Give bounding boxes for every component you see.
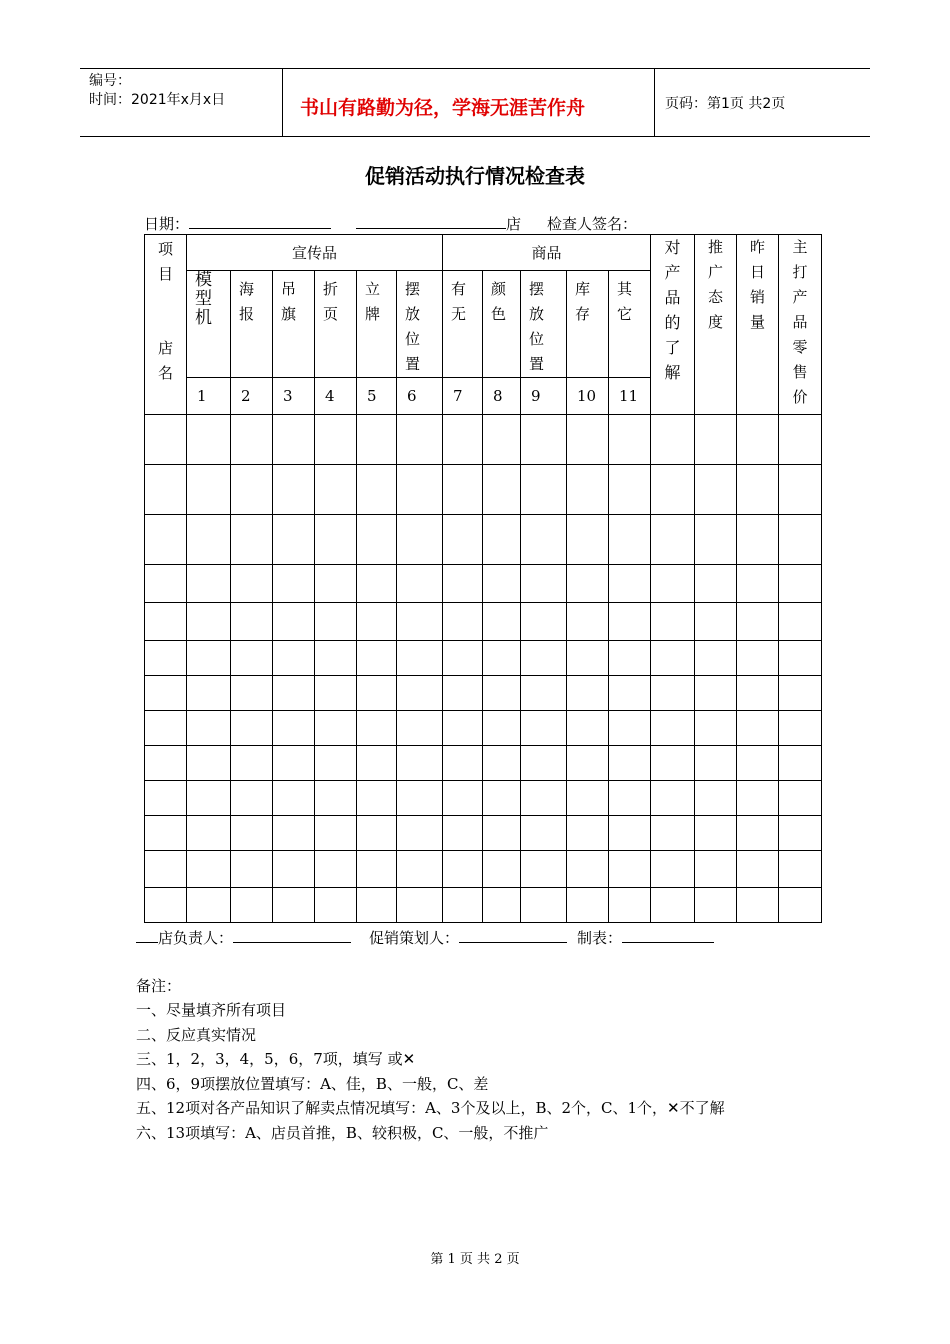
store-name-cell[interactable] <box>145 816 187 851</box>
check-cell[interactable] <box>521 746 567 781</box>
store-name-cell[interactable] <box>145 851 187 888</box>
check-cell[interactable] <box>779 888 822 923</box>
check-cell[interactable] <box>695 746 737 781</box>
header-bottom-rule <box>80 136 870 137</box>
store-label: 店 <box>506 215 522 233</box>
maker-field[interactable] <box>622 928 714 943</box>
check-cell[interactable] <box>695 816 737 851</box>
check-cell[interactable] <box>273 415 315 465</box>
check-cell[interactable] <box>651 603 695 641</box>
check-cell[interactable] <box>779 676 822 711</box>
check-cell[interactable] <box>779 603 822 641</box>
inspection-table <box>144 234 822 923</box>
check-cell[interactable] <box>567 781 609 816</box>
corner-bottom-label: 店名 <box>157 339 173 382</box>
check-cell[interactable] <box>567 851 609 888</box>
check-cell[interactable] <box>651 465 695 515</box>
header-flagship-price: 主打产品零售价 <box>779 235 822 415</box>
check-cell[interactable] <box>315 888 357 923</box>
check-cell[interactable] <box>231 565 273 603</box>
check-cell[interactable] <box>397 565 443 603</box>
check-cell[interactable] <box>483 603 521 641</box>
check-cell[interactable] <box>443 415 483 465</box>
check-cell[interactable] <box>231 851 273 888</box>
signature-line <box>136 927 714 948</box>
check-cell[interactable] <box>737 816 779 851</box>
store-name-cell[interactable] <box>145 711 187 746</box>
check-cell[interactable] <box>651 816 695 851</box>
check-cell[interactable] <box>651 888 695 923</box>
check-cell[interactable] <box>357 851 397 888</box>
note-item: 五、12项对各产品知识了解卖点情况填写：A、3个及以上，B、2个，C、1个，✕不了解 <box>136 1099 725 1117</box>
check-cell[interactable] <box>483 711 521 746</box>
col-header-stock: 库存 <box>567 271 609 378</box>
table-row <box>145 465 822 515</box>
check-cell[interactable] <box>231 676 273 711</box>
table-row <box>145 603 822 641</box>
form-info-line <box>144 213 637 234</box>
check-cell[interactable] <box>187 565 231 603</box>
check-cell[interactable] <box>483 676 521 711</box>
page-footer: 第 1 页 共 2 页 <box>430 1252 520 1267</box>
check-cell[interactable] <box>443 515 483 565</box>
store-name-cell[interactable] <box>145 888 187 923</box>
check-cell[interactable] <box>315 515 357 565</box>
check-cell[interactable] <box>357 711 397 746</box>
check-cell[interactable] <box>273 565 315 603</box>
check-cell[interactable] <box>483 816 521 851</box>
check-cell[interactable] <box>315 565 357 603</box>
store-name-cell[interactable] <box>145 676 187 711</box>
check-cell[interactable] <box>567 641 609 676</box>
store-name-cell[interactable] <box>145 641 187 676</box>
check-cell[interactable] <box>231 888 273 923</box>
check-cell[interactable] <box>651 565 695 603</box>
check-cell[interactable] <box>483 781 521 816</box>
check-cell[interactable] <box>651 415 695 465</box>
check-cell[interactable] <box>609 676 651 711</box>
header-divider-right <box>654 68 655 136</box>
check-cell[interactable] <box>779 565 822 603</box>
check-cell[interactable] <box>231 746 273 781</box>
col-number: 4 <box>315 378 357 415</box>
maker-label: 制表： <box>577 929 623 947</box>
check-cell[interactable] <box>651 641 695 676</box>
check-cell[interactable] <box>187 888 231 923</box>
corner-top-label: 项目 <box>157 240 173 283</box>
check-cell[interactable] <box>315 781 357 816</box>
date-field[interactable] <box>189 214 331 229</box>
store-name-cell[interactable] <box>145 415 187 465</box>
table-row <box>145 746 822 781</box>
header-product-knowledge: 对产品的了解 <box>651 235 695 415</box>
check-cell[interactable] <box>737 415 779 465</box>
check-cell[interactable] <box>231 641 273 676</box>
note-item: 四、6，9项摆放位置填写：A、佳，B、一般，C、差 <box>136 1074 489 1093</box>
check-cell[interactable] <box>695 603 737 641</box>
check-cell[interactable] <box>779 711 822 746</box>
check-cell[interactable] <box>567 816 609 851</box>
check-cell[interactable] <box>779 465 822 515</box>
check-cell[interactable] <box>737 515 779 565</box>
check-cell[interactable] <box>609 515 651 565</box>
check-cell[interactable] <box>521 603 567 641</box>
check-cell[interactable] <box>397 711 443 746</box>
check-cell[interactable] <box>443 676 483 711</box>
check-cell[interactable] <box>609 641 651 676</box>
check-cell[interactable] <box>397 746 443 781</box>
store-field[interactable] <box>356 214 506 229</box>
check-cell[interactable] <box>567 415 609 465</box>
col-number: 8 <box>483 378 521 415</box>
check-cell[interactable] <box>357 816 397 851</box>
check-cell[interactable] <box>397 676 443 711</box>
store-name-cell[interactable] <box>145 781 187 816</box>
check-cell[interactable] <box>397 603 443 641</box>
check-cell[interactable] <box>315 641 357 676</box>
table-row <box>145 711 822 746</box>
check-cell[interactable] <box>397 641 443 676</box>
store-manager-field[interactable] <box>233 928 351 943</box>
check-cell[interactable] <box>357 781 397 816</box>
notes-list <box>136 998 725 1145</box>
check-cell[interactable] <box>483 515 521 565</box>
col-header-placement-goods: 摆放位置 <box>521 271 567 378</box>
table-row <box>145 641 822 676</box>
check-cell[interactable] <box>651 781 695 816</box>
check-cell[interactable] <box>397 851 443 888</box>
check-cell[interactable] <box>273 781 315 816</box>
check-cell[interactable] <box>231 711 273 746</box>
check-cell[interactable] <box>567 676 609 711</box>
check-cell[interactable] <box>315 851 357 888</box>
note-item: 二、反应真实情况 <box>136 1025 257 1044</box>
group-header-goods: 商品 <box>443 235 651 271</box>
check-cell[interactable] <box>651 711 695 746</box>
col-number: 10 <box>567 378 609 415</box>
check-cell[interactable] <box>315 711 357 746</box>
table-row <box>145 888 822 923</box>
header-top-rule <box>80 68 870 69</box>
check-cell[interactable] <box>357 465 397 515</box>
check-cell[interactable] <box>521 415 567 465</box>
date-label: 日期： <box>144 215 190 233</box>
store-manager-label: 店负责人： <box>158 929 234 947</box>
check-cell[interactable] <box>273 816 315 851</box>
check-cell[interactable] <box>483 565 521 603</box>
check-cell[interactable] <box>397 415 443 465</box>
check-cell[interactable] <box>443 851 483 888</box>
check-cell[interactable] <box>357 603 397 641</box>
check-cell[interactable] <box>231 816 273 851</box>
col-number: 7 <box>443 378 483 415</box>
note-item: 三、1，2，3，4，5，6，7项，填写 或✕ <box>136 1050 416 1068</box>
check-cell[interactable] <box>609 851 651 888</box>
note-item: 六、13项填写：A、店员首推，B、较积极，C、一般，不推广 <box>136 1123 549 1142</box>
col-number: 3 <box>273 378 315 415</box>
check-cell[interactable] <box>187 676 231 711</box>
check-cell[interactable] <box>567 888 609 923</box>
check-cell[interactable] <box>187 641 231 676</box>
store-name-cell[interactable] <box>145 603 187 641</box>
check-cell[interactable] <box>187 851 231 888</box>
check-cell[interactable] <box>483 465 521 515</box>
check-cell[interactable] <box>273 465 315 515</box>
check-cell[interactable] <box>567 603 609 641</box>
check-cell[interactable] <box>443 888 483 923</box>
store-name-cell[interactable] <box>145 465 187 515</box>
check-cell[interactable] <box>567 515 609 565</box>
check-cell[interactable] <box>609 465 651 515</box>
check-cell[interactable] <box>737 465 779 515</box>
col-header-other: 其它 <box>609 271 651 378</box>
check-cell[interactable] <box>273 746 315 781</box>
group-header-publicity: 宣传品 <box>187 235 443 271</box>
check-cell[interactable] <box>567 465 609 515</box>
check-cell[interactable] <box>737 781 779 816</box>
col-header-placement-promo: 摆放位置 <box>397 271 443 378</box>
check-cell[interactable] <box>273 515 315 565</box>
check-cell[interactable] <box>187 746 231 781</box>
col-number: 6 <box>397 378 443 415</box>
check-cell[interactable] <box>695 781 737 816</box>
inspector-label: 检查人签名： <box>547 215 638 233</box>
check-cell[interactable] <box>521 515 567 565</box>
col-number: 1 <box>187 378 231 415</box>
check-cell[interactable] <box>187 465 231 515</box>
check-cell[interactable] <box>737 746 779 781</box>
check-cell[interactable] <box>443 603 483 641</box>
note-item: 一、尽量填齐所有项目 <box>136 1001 287 1019</box>
col-header-leaflet: 折页 <box>315 271 357 378</box>
check-cell[interactable] <box>521 851 567 888</box>
store-name-cell[interactable] <box>145 515 187 565</box>
check-cell[interactable] <box>483 746 521 781</box>
col-header-poster: 海报 <box>231 271 273 378</box>
check-cell[interactable] <box>315 465 357 515</box>
check-cell[interactable] <box>521 781 567 816</box>
check-cell[interactable] <box>651 851 695 888</box>
check-cell[interactable] <box>315 603 357 641</box>
header-divider-left <box>282 68 283 136</box>
check-cell[interactable] <box>521 565 567 603</box>
check-cell[interactable] <box>357 641 397 676</box>
check-cell[interactable] <box>483 851 521 888</box>
check-cell[interactable] <box>273 603 315 641</box>
store-name-cell[interactable] <box>145 565 187 603</box>
check-cell[interactable] <box>521 711 567 746</box>
check-cell[interactable] <box>187 415 231 465</box>
check-cell[interactable] <box>651 515 695 565</box>
check-cell[interactable] <box>397 515 443 565</box>
check-cell[interactable] <box>397 888 443 923</box>
check-cell[interactable] <box>443 746 483 781</box>
check-cell[interactable] <box>231 515 273 565</box>
check-cell[interactable] <box>567 711 609 746</box>
check-cell[interactable] <box>695 888 737 923</box>
header-promotion-attitude: 推广态度 <box>695 235 737 415</box>
check-cell[interactable] <box>567 565 609 603</box>
check-cell[interactable] <box>397 465 443 515</box>
check-cell[interactable] <box>397 781 443 816</box>
check-cell[interactable] <box>779 415 822 465</box>
check-cell[interactable] <box>695 565 737 603</box>
col-header-color: 颜色 <box>483 271 521 378</box>
check-cell[interactable] <box>357 888 397 923</box>
check-cell[interactable] <box>779 746 822 781</box>
check-cell[interactable] <box>483 641 521 676</box>
planner-label: 促销策划人： <box>369 929 460 947</box>
check-cell[interactable] <box>521 641 567 676</box>
table-row <box>145 415 822 465</box>
check-cell[interactable] <box>397 816 443 851</box>
table-row <box>145 676 822 711</box>
check-cell[interactable] <box>357 746 397 781</box>
col-number: 2 <box>231 378 273 415</box>
check-cell[interactable] <box>521 465 567 515</box>
check-cell[interactable] <box>695 676 737 711</box>
check-cell[interactable] <box>609 603 651 641</box>
check-cell[interactable] <box>779 781 822 816</box>
col-header-banner: 吊旗 <box>273 271 315 378</box>
header-motto: 书山有路勤为径，学海无涯苦作舟 <box>300 97 586 119</box>
col-header-standee: 立牌 <box>357 271 397 378</box>
doc-time-label: 时间：2021年x月x日 <box>89 92 226 108</box>
check-cell[interactable] <box>273 641 315 676</box>
check-cell[interactable] <box>187 816 231 851</box>
check-cell[interactable] <box>443 641 483 676</box>
check-cell[interactable] <box>737 676 779 711</box>
col-header-model: 模型机 <box>187 271 231 378</box>
check-cell[interactable] <box>231 603 273 641</box>
check-cell[interactable] <box>315 415 357 465</box>
check-cell[interactable] <box>483 415 521 465</box>
table-row <box>145 781 822 816</box>
check-cell[interactable] <box>231 465 273 515</box>
doc-number-label: 编号： <box>89 73 131 89</box>
check-cell[interactable] <box>187 781 231 816</box>
check-cell[interactable] <box>187 711 231 746</box>
check-cell[interactable] <box>779 515 822 565</box>
col-header-availability: 有无 <box>443 271 483 378</box>
check-cell[interactable] <box>779 851 822 888</box>
check-cell[interactable] <box>273 888 315 923</box>
check-cell[interactable] <box>357 676 397 711</box>
check-cell[interactable] <box>567 746 609 781</box>
check-cell[interactable] <box>737 603 779 641</box>
store-name-cell[interactable] <box>145 746 187 781</box>
check-cell[interactable] <box>273 851 315 888</box>
check-cell[interactable] <box>443 465 483 515</box>
header-yesterday-sales: 昨日销量 <box>737 235 779 415</box>
page-indicator: 页码：第1页 共2页 <box>665 96 786 112</box>
check-cell[interactable] <box>609 781 651 816</box>
table-row <box>145 816 822 851</box>
check-cell[interactable] <box>737 641 779 676</box>
check-cell[interactable] <box>651 676 695 711</box>
check-cell[interactable] <box>273 711 315 746</box>
check-cell[interactable] <box>521 816 567 851</box>
table-row <box>145 515 822 565</box>
check-cell[interactable] <box>231 781 273 816</box>
col-number: 5 <box>357 378 397 415</box>
check-cell[interactable] <box>779 641 822 676</box>
check-cell[interactable] <box>779 816 822 851</box>
check-cell[interactable] <box>357 515 397 565</box>
check-cell[interactable] <box>315 746 357 781</box>
check-cell[interactable] <box>695 415 737 465</box>
check-cell[interactable] <box>695 515 737 565</box>
check-cell[interactable] <box>357 415 397 465</box>
check-cell[interactable] <box>483 888 521 923</box>
check-cell[interactable] <box>737 565 779 603</box>
page-title: 促销活动执行情况检查表 <box>365 164 585 188</box>
table-row <box>145 851 822 888</box>
check-cell[interactable] <box>187 603 231 641</box>
check-cell[interactable] <box>187 515 231 565</box>
check-cell[interactable] <box>737 851 779 888</box>
col-number: 11 <box>609 378 651 415</box>
corner-header-cell <box>145 235 187 415</box>
check-cell[interactable] <box>521 676 567 711</box>
check-cell[interactable] <box>695 851 737 888</box>
check-cell[interactable] <box>315 816 357 851</box>
check-cell[interactable] <box>357 565 397 603</box>
check-cell[interactable] <box>443 781 483 816</box>
check-cell[interactable] <box>609 746 651 781</box>
check-cell[interactable] <box>695 711 737 746</box>
check-cell[interactable] <box>609 816 651 851</box>
check-cell[interactable] <box>521 888 567 923</box>
col-number: 9 <box>521 378 567 415</box>
check-cell[interactable] <box>737 711 779 746</box>
check-cell[interactable] <box>695 641 737 676</box>
check-cell[interactable] <box>315 676 357 711</box>
planner-field[interactable] <box>459 928 567 943</box>
store-manager-prefix-line <box>136 928 158 943</box>
check-cell[interactable] <box>443 711 483 746</box>
check-cell[interactable] <box>609 888 651 923</box>
check-cell[interactable] <box>231 415 273 465</box>
check-cell[interactable] <box>443 565 483 603</box>
check-cell[interactable] <box>737 888 779 923</box>
notes-heading: 备注： <box>136 977 182 995</box>
check-cell[interactable] <box>443 816 483 851</box>
check-cell[interactable] <box>695 465 737 515</box>
check-cell[interactable] <box>609 415 651 465</box>
check-cell[interactable] <box>651 746 695 781</box>
check-cell[interactable] <box>273 676 315 711</box>
check-cell[interactable] <box>609 565 651 603</box>
table-row <box>145 565 822 603</box>
check-cell[interactable] <box>609 711 651 746</box>
